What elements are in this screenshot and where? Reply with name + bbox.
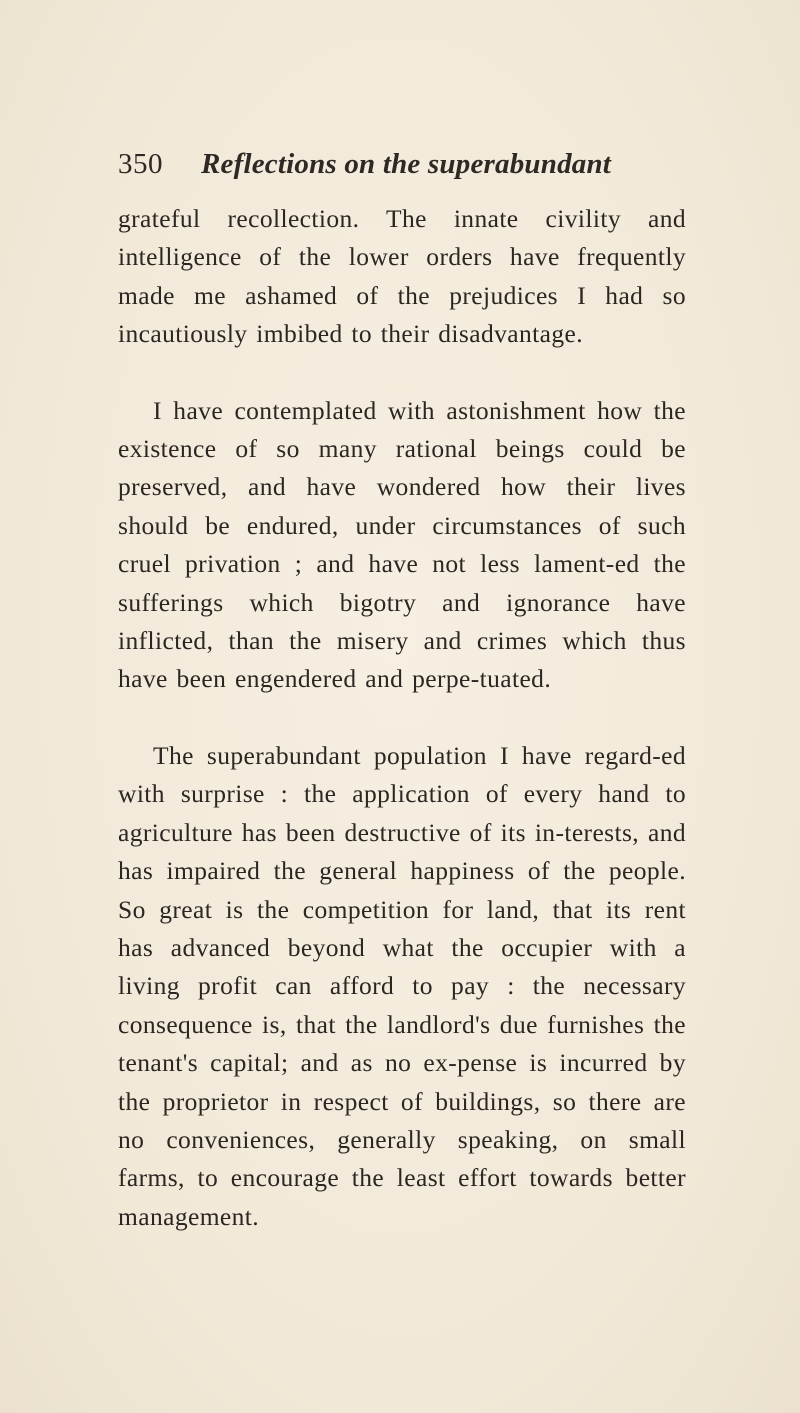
paragraph-1: grateful recollection. The innate civility and intelligence of the lower orders have frequently made me ashamed of the prejudices I had so incautiously imbibed to their disadvantage. xyxy=(118,204,686,349)
paragraph-3: The superabundant population I have regard-ed with surprise : the application of every hand to agriculture has been destructive of its in-terests, and has impaired the general happiness of the people. So great is the competition for land, that its rent has advanced beyond what the occupier with a living profit can afford to pay : the necessary consequence is, that the landlord's due furnishes the tenant's capital; and as no ex-pense is incurred by the proprietor in respect of buildings, so there are no conveniences, generally speaking, on small farms, to encourage the least effort towards better management. xyxy=(118,740,686,1231)
body-text xyxy=(118,200,686,1236)
page-header xyxy=(118,148,718,188)
paragraph-2: I have contemplated with astonishment how the existence of so many rational beings could be preserved, and have wondered how their lives should be endured, under circumstances of such cruel privation ; and have not less lament-ed the sufferings which bigotry and ignorance have inflicted, than the misery and crimes which thus have been engendered and perpe-tuated. xyxy=(118,395,686,694)
page-number: 350 xyxy=(118,148,163,180)
running-head: Reflections on the superabundant xyxy=(201,148,612,180)
